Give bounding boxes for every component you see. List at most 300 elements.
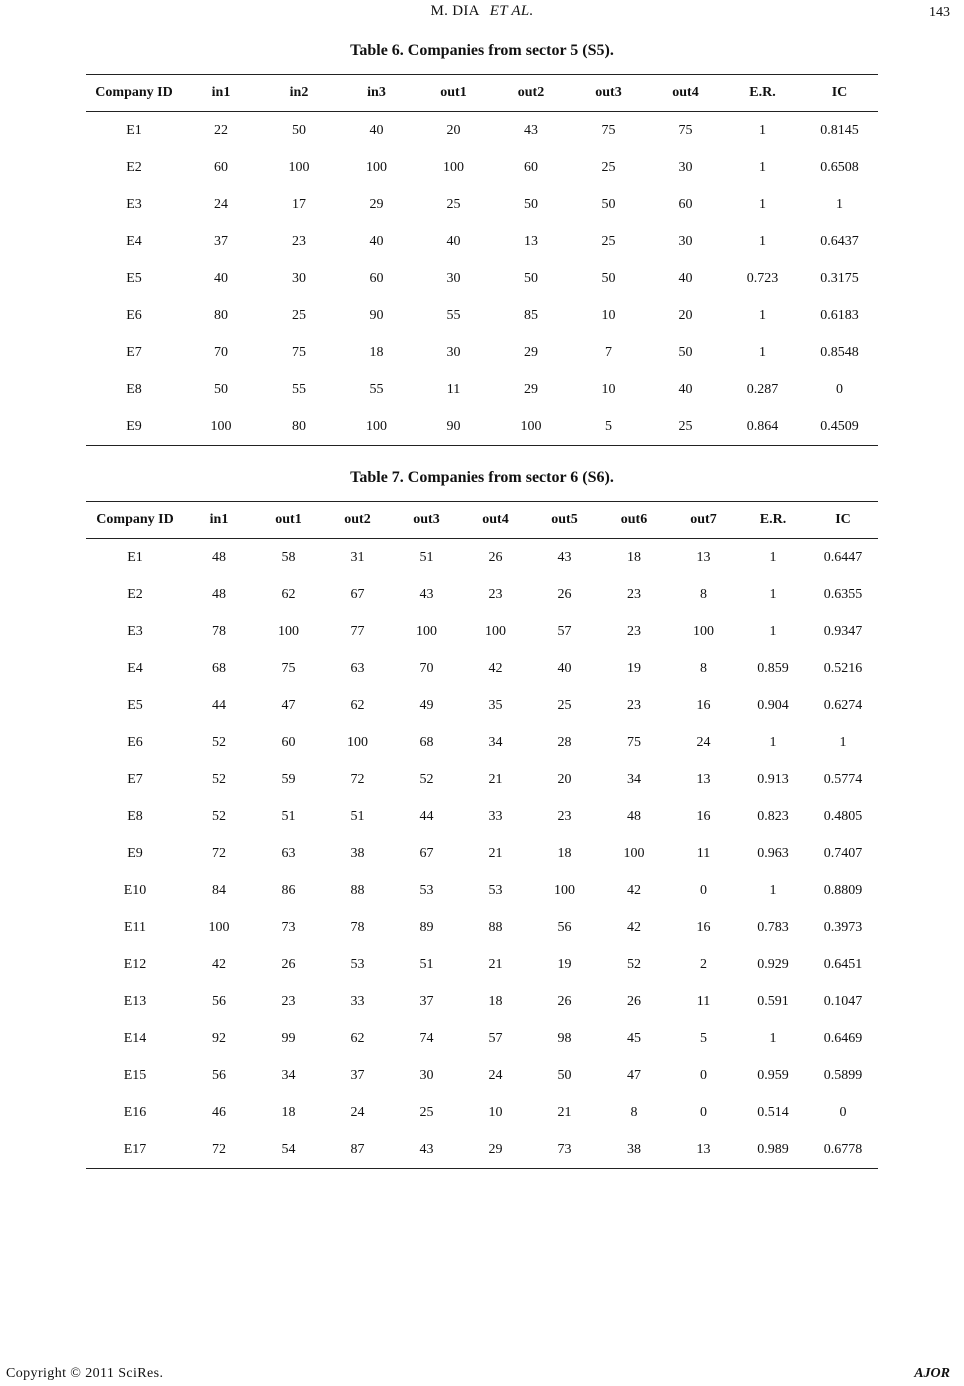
table-cell: 48 [212,586,226,602]
table-cell: 88 [488,919,503,935]
table-cell: E5 [127,697,143,713]
table6-column-header: Company ID [86,75,182,112]
table-cell: 40 [678,381,693,397]
table-cell: 22 [214,122,228,138]
table-cell: 62 [281,586,296,602]
table-cell: 35 [488,697,503,713]
table-cell: 53 [419,882,434,898]
table-cell: 10 [488,1104,503,1120]
table-cell: 30 [446,270,461,286]
table-cell: 21 [557,1104,572,1120]
table-cell: 75 [601,122,616,138]
table-cell: 45 [627,1030,641,1046]
table-cell: 23 [292,233,306,249]
table-cell: 7 [605,344,612,360]
table6-column-header: out2 [492,75,570,112]
table7-caption: Table 7. Companies from sector 6 (S6). [350,469,614,486]
table6-header-row [86,75,878,112]
table-cell: 72 [212,845,226,861]
table7-column-header: out7 [669,502,738,539]
table-row [86,186,878,223]
authors-main: M. DIA [430,3,480,19]
table-cell: 0.929 [757,956,789,972]
table-cell: 86 [281,882,296,898]
table-cell: 37 [350,1067,365,1083]
table6-column-header: E.R. [724,75,801,112]
table-cell: E2 [127,586,143,602]
table-cell: 1 [769,586,777,602]
table-cell: 52 [212,771,226,787]
table7-column-header: E.R. [738,502,808,539]
table-cell: 13 [524,233,538,249]
table-cell: 72 [350,771,365,787]
table-cell: E6 [126,307,142,323]
table-cell: 0.8809 [823,882,863,898]
table-cell: 16 [696,919,711,935]
table-cell: 50 [557,1067,572,1083]
table-row [86,149,878,186]
table-cell: 24 [696,734,711,750]
table-cell: E7 [126,344,142,360]
table-cell: 38 [599,1131,669,1169]
table-cell: 0.723 [746,270,779,286]
table-cell: 18 [627,549,641,565]
table-cell: 0 [700,1067,707,1083]
table-cell: 23 [281,993,296,1009]
table-row [86,1131,878,1169]
table-cell: E1 [127,549,143,565]
running-head-authors [0,3,964,20]
table-cell: E11 [123,919,147,935]
table-cell: 67 [419,845,434,861]
table-cell: 16 [696,697,711,713]
table-cell: 1 [769,1030,777,1046]
table-cell: 23 [627,586,641,602]
table-row [86,112,878,150]
table-cell: 37 [419,993,434,1009]
table-cell: 89 [419,919,434,935]
table6-column-header: out1 [415,75,492,112]
table-cell: 0.864 [724,408,801,446]
table-cell: 73 [530,1131,599,1169]
table-cell: 23 [627,697,641,713]
journal-name: AJOR [914,1366,950,1381]
table-cell: 28 [557,734,572,750]
table-cell: 50 [524,270,538,286]
table6-column-header: out4 [647,75,724,112]
table-row [86,408,878,446]
table-cell: 30 [419,1067,434,1083]
table-cell: 63 [281,845,296,861]
table-cell: 1 [759,344,766,360]
table-cell: 0.989 [738,1131,808,1169]
table-cell: 70 [214,344,228,360]
table7-column-header: out4 [461,502,530,539]
table-cell: 34 [281,1067,296,1083]
table-cell: 80 [214,307,228,323]
table-cell: 75 [292,344,306,360]
table-cell: 33 [350,993,365,1009]
table-cell: 100 [443,159,464,175]
table-cell: 74 [419,1030,434,1046]
table-cell: 1 [839,734,847,750]
table-cell: 19 [557,956,572,972]
table-cell: 43 [419,586,434,602]
table-row [86,650,878,687]
table-cell: 90 [369,307,384,323]
table-cell: 1 [759,233,766,249]
table-cell: 60 [214,159,228,175]
table-cell: 8 [700,586,707,602]
table-cell: 10 [601,307,616,323]
table-cell: 1 [769,882,777,898]
table-cell: 21 [488,771,503,787]
table-cell: 70 [419,660,434,676]
table-cell: 88 [350,882,365,898]
table-row [86,260,878,297]
table-cell: 84 [212,882,226,898]
page-header [0,0,964,30]
table-cell: 72 [184,1131,254,1169]
table-cell: 0.3973 [823,919,863,935]
table-cell: 21 [488,956,503,972]
table6-column-header: in3 [338,75,415,112]
table-cell: E4 [127,660,143,676]
table6-column-header: in2 [260,75,338,112]
table-row [86,687,878,724]
table-cell: 17 [292,196,306,212]
table-cell: E4 [126,233,142,249]
table-cell: 60 [678,196,693,212]
table-cell: 13 [696,549,711,565]
table-cell: 2 [700,956,707,972]
table-cell: 100 [485,623,506,639]
table-cell: 40 [678,270,693,286]
table-cell: 1 [769,734,777,750]
table-cell: 29 [524,344,538,360]
table-cell: 18 [488,993,503,1009]
table-cell: 50 [601,196,616,212]
table-cell: 19 [627,660,641,676]
table-cell: E16 [123,1104,147,1120]
table-cell: 1 [769,549,777,565]
table-cell: 0.823 [757,808,789,824]
table-cell: 0.6447 [823,549,863,565]
table-cell: E14 [123,1030,147,1046]
table-cell: 99 [281,1030,296,1046]
table-cell: 0.5899 [823,1067,863,1083]
table-cell: 47 [627,1067,641,1083]
table-cell: 52 [212,808,226,824]
table-cell: 40 [446,233,461,249]
table-cell: 75 [678,122,693,138]
table-row [86,1057,878,1094]
table-cell: 30 [292,270,306,286]
table-cell: 25 [647,408,724,446]
table-cell: 80 [260,408,338,446]
table-cell: 63 [350,660,365,676]
table-cell: 0.6437 [820,233,859,249]
table-cell: 25 [419,1104,434,1120]
table-cell: 44 [419,808,434,824]
table-cell: 29 [524,381,538,397]
table-cell: 1 [836,196,843,212]
table-cell: 51 [419,956,434,972]
table-row [86,297,878,334]
table-cell: 21 [488,845,503,861]
table-cell: 100 [366,159,387,175]
table-cell: E15 [123,1067,147,1083]
table-cell: 0 [700,882,707,898]
table-cell: 52 [212,734,226,750]
table7-header-row [86,502,878,539]
table-cell: 18 [281,1104,296,1120]
table-cell: 48 [212,549,226,565]
authors-etal: ET AL. [489,3,534,19]
table-cell: E13 [123,993,147,1009]
table-cell: 24 [214,196,228,212]
table-cell: 23 [488,586,503,602]
table-cell: 16 [696,808,711,824]
table-cell: 85 [524,307,538,323]
table-cell: 8 [630,1104,638,1120]
table-cell: E17 [86,1131,184,1169]
table-cell: 100 [623,845,645,861]
table-cell: 43 [392,1131,461,1169]
table-cell: 31 [350,549,365,565]
table-cell: 53 [350,956,365,972]
table-cell: 53 [488,882,503,898]
table-cell: 0.6469 [823,1030,863,1046]
table-cell: 26 [557,586,572,602]
table-cell: 52 [419,771,434,787]
table-cell: 30 [678,233,693,249]
table-cell: 24 [488,1067,503,1083]
table7-column-header: out3 [392,502,461,539]
table-cell: 50 [678,344,693,360]
table-cell: 0.783 [757,919,789,935]
table-cell: 1 [759,307,766,323]
table-cell: 0.913 [757,771,789,787]
table-cell: 0.959 [757,1067,789,1083]
table6 [86,74,878,446]
table-cell: 0.8548 [820,344,859,360]
table-row [86,983,878,1020]
table-cell: 5 [570,408,647,446]
table-cell: 1 [759,159,766,175]
table-cell: 0.5216 [823,660,863,676]
table6-column-header: out3 [570,75,647,112]
table-cell: 0.7407 [823,845,863,861]
table-cell: 26 [488,549,503,565]
table-cell: 13 [696,771,711,787]
table-cell: 34 [488,734,503,750]
table-row [86,1020,878,1057]
table-cell: 56 [212,1067,226,1083]
table-cell: 50 [292,122,306,138]
table-cell: 100 [347,734,368,750]
table-cell: 20 [446,122,461,138]
table-cell: 26 [557,993,572,1009]
table7-column-header: Company ID [86,502,184,539]
table-cell: 0 [700,1104,707,1120]
table-cell: 57 [488,1030,503,1046]
table-cell: 1 [769,623,777,639]
table7-column-header: out5 [530,502,599,539]
table-cell: 100 [288,159,310,175]
table-cell: 75 [627,734,641,750]
table-cell: 0.859 [757,660,789,676]
table-cell: 100 [182,408,260,446]
table-row [86,909,878,946]
table-cell: 59 [281,771,296,787]
table7-column-header: out2 [323,502,392,539]
table-row [86,724,878,761]
table-cell: 18 [557,845,572,861]
table-cell: 54 [254,1131,323,1169]
table-cell: 43 [557,549,572,565]
table7-column-header: out1 [254,502,323,539]
table-cell: 0.3175 [820,270,859,286]
table-cell: 98 [557,1030,572,1046]
page-number: 143 [929,5,950,20]
table-cell: E8 [126,381,142,397]
table-cell: 77 [350,623,365,639]
table-cell: 100 [338,408,415,446]
table-cell: 0.4509 [801,408,878,446]
table-row [86,334,878,371]
table-cell: 78 [212,623,226,639]
table-cell: 78 [350,919,365,935]
table-cell: 55 [446,307,461,323]
table-cell: 0.963 [757,845,789,861]
table-cell: 0.6183 [820,307,859,323]
table-cell: 47 [281,697,296,713]
table-cell: 56 [212,993,226,1009]
table-cell: 50 [524,196,538,212]
table-cell: 25 [292,307,306,323]
table-cell: E8 [127,808,143,824]
table-cell: 56 [557,919,572,935]
table-row [86,946,878,983]
table-cell: 34 [627,771,641,787]
table-cell: 0.287 [746,381,779,397]
table-cell: 49 [419,697,434,713]
table-cell: 73 [281,919,296,935]
table-cell: 60 [281,734,296,750]
table-cell: 58 [281,549,296,565]
table-cell: 42 [627,882,641,898]
table-cell: 87 [323,1131,392,1169]
table-cell: 5 [700,1030,707,1046]
table-cell: 42 [212,956,226,972]
table-cell: 40 [369,233,384,249]
table-cell: 55 [369,381,384,397]
table-row [86,872,878,909]
table-cell: 100 [208,919,230,935]
table-row [86,576,878,613]
table-cell: 0.514 [757,1104,789,1120]
table7 [86,501,878,1169]
table6-caption: Table 6. Companies from sector 5 (S5). [350,42,614,59]
table-cell: 90 [415,408,492,446]
table-cell: 62 [350,1030,365,1046]
table-cell: 0 [839,1104,847,1120]
table-cell: 25 [601,233,616,249]
table-row [86,1094,878,1131]
table-cell: 0.6778 [808,1131,878,1169]
table-cell: 52 [627,956,641,972]
table-cell: 55 [292,381,306,397]
table-cell: 100 [693,623,714,639]
table-cell: 26 [281,956,296,972]
table-cell: 0.5774 [823,771,863,787]
table-row [86,761,878,798]
table7-column-header: in1 [184,502,254,539]
table-cell: 43 [524,122,538,138]
table-cell: 92 [212,1030,226,1046]
table-cell: E6 [127,734,143,750]
table-cell: 33 [488,808,503,824]
table-cell: 24 [350,1104,365,1120]
table7-column-header: out6 [599,502,669,539]
table-row [86,371,878,408]
table-row [86,539,878,577]
table-cell: 25 [601,159,616,175]
table-cell: 0.6508 [820,159,859,175]
table-cell: 62 [350,697,365,713]
table-cell: 0.904 [757,697,789,713]
table-cell: 25 [446,196,461,212]
table-cell: 30 [678,159,693,175]
table-cell: 50 [601,270,616,286]
table-cell: 20 [678,307,693,323]
table-cell: 0.6451 [823,956,863,972]
table-cell: 29 [461,1131,530,1169]
table-cell: 25 [557,697,572,713]
table-cell: E3 [127,623,143,639]
table-cell: 60 [369,270,384,286]
table-cell: 75 [281,660,296,676]
table-cell: 42 [627,919,641,935]
table-cell: E7 [127,771,143,787]
table-cell: 0.1047 [823,993,863,1009]
table-cell: E3 [126,196,142,212]
table-cell: 51 [281,808,296,824]
table-cell: 0.6274 [823,697,863,713]
table-cell: 0.591 [757,993,789,1009]
table-row [86,835,878,872]
table-cell: 23 [627,623,641,639]
table-cell: 40 [557,660,572,676]
table6-column-header: in1 [182,75,260,112]
table-cell: 11 [696,993,711,1009]
table-cell: 26 [627,993,641,1009]
table-cell: E12 [123,956,147,972]
table7-column-header: IC [808,502,878,539]
table-cell: 100 [492,408,570,446]
table-cell: 60 [524,159,538,175]
table-cell: E9 [86,408,182,446]
table-cell: 29 [369,196,384,212]
table6-column-header: IC [801,75,878,112]
table-cell: 0.8145 [820,122,859,138]
table-cell: 11 [696,845,711,861]
table-cell: E10 [123,882,147,898]
table-cell: 18 [369,344,384,360]
table-cell: 40 [214,270,228,286]
table-cell: 1 [759,122,766,138]
